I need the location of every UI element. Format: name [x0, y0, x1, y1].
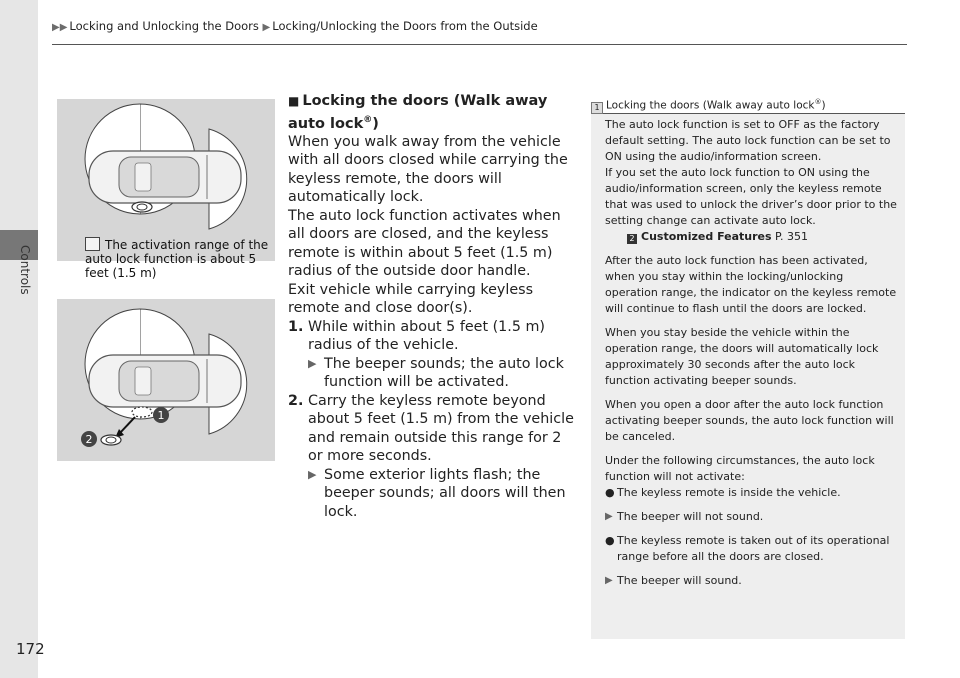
- breadcrumb-level1[interactable]: Locking and Unlocking the Doors: [69, 19, 259, 33]
- note-sub-bullet: ▶ The beeper will not sound.: [605, 510, 764, 523]
- note-paragraph: When you stay beside the vehicle within the operation range, the doors will automatically lock approximately 30 seconds after the auto lock function activating beeper sounds.: [605, 326, 879, 387]
- intro-paragraph: When you walk away from the vehicle with all doors closed while carrying the keyless remote, the doors will automatically lock.: [288, 133, 568, 206]
- walk-away-arrow: [119, 417, 135, 434]
- side-note-header: 1 Locking the doors (Walk away auto lock®): [591, 93, 905, 114]
- note-paragraph: When you open a door after the auto lock function activating beeper sounds, the auto lock function will be canceled.: [605, 398, 894, 443]
- note-paragraph: The auto lock function is set to OFF as the factory default setting. The auto lock function can be set to ON using the audio/information screen.: [605, 118, 891, 163]
- bullet-dot-icon: ●: [605, 534, 615, 547]
- main-content: [288, 92, 578, 521]
- bullet-dot-icon: ●: [605, 486, 615, 499]
- breadcrumb-arrow-icon: ▶: [262, 22, 271, 33]
- note-paragraph: Under the following circumstances, the auto lock function will not activate:: [605, 454, 875, 483]
- result-triangle-icon: ▶: [308, 467, 317, 481]
- breadcrumb-level2[interactable]: Locking/Unlocking the Doors from the Outside: [272, 19, 538, 33]
- cross-reference-icon: 2: [627, 234, 637, 244]
- activation-paragraph: The auto lock function activates when all doors are closed, and the keyless remote is within about 5 feet (1.5 m) radius of the outside door handle.: [288, 207, 561, 280]
- side-note-body: [605, 117, 897, 597]
- breadcrumb-arrow-icon: ▶▶: [52, 22, 68, 33]
- result-triangle-icon: ▶: [308, 356, 317, 370]
- result-triangle-icon: ▶: [605, 575, 613, 586]
- callout-2-label: 2: [85, 433, 93, 446]
- keyless-remote-flashing-icon: [132, 407, 152, 417]
- note-paragraph: After the auto lock function has been activated, when you stay within the locking/unlocking operation range, the indicator on the keyless remote will continue to flash until the doors are locked.: [605, 254, 897, 315]
- note-paragraph: If you set the auto lock function to ON using the audio/information screen, only the keyless remote that was used to unlock the driver’s door prior to the setting change can activate auto lock.: [605, 166, 897, 227]
- car-top-view-icon: [89, 355, 241, 407]
- cross-reference-link[interactable]: 2 Customized Features P. 351: [605, 229, 897, 245]
- side-note-panel: [591, 93, 905, 639]
- section-title: ■ Locking the doors (Walk away auto lock®): [288, 93, 548, 132]
- step-1-result: ▶ The beeper sounds; the auto lock function will be activated.: [308, 355, 564, 391]
- callout-1-label: 1: [157, 409, 165, 422]
- note-marker-icon: 1: [591, 102, 603, 114]
- note-bullet: ● The keyless remote is taken out of its operational range before all the doors are closed.: [605, 534, 890, 563]
- sidebar-section-label: Controls: [18, 245, 32, 295]
- page-number: 172: [16, 640, 45, 658]
- note-sub-bullet: ▶ The beeper will sound.: [605, 574, 742, 587]
- breadcrumb: [52, 19, 538, 33]
- activation-range-caption: The activation range of the auto lock function is about 5 feet (1.5 m): [85, 238, 269, 280]
- keyless-remote-icon: [132, 202, 152, 212]
- step-1: 1. While within about 5 feet (1.5 m) radius of the vehicle. ▶ The beeper sounds; the auto lock function will be activated.: [288, 318, 578, 392]
- section-square-icon: ■: [288, 94, 300, 108]
- result-triangle-icon: ▶: [605, 511, 613, 522]
- step-2: 2. Carry the keyless remote beyond about 5 feet (1.5 m) from the vehicle and remain outside this range for 2 or more seconds. ▶ Some exterior lights flash; the beeper sounds; all doors will then lock.: [288, 392, 578, 522]
- step-2-result: ▶ Some exterior lights flash; the beeper sounds; all doors will then lock.: [308, 466, 566, 520]
- instruction-paragraph: Exit vehicle while carrying keyless remote and close door(s).: [288, 281, 534, 317]
- note-bullet: ● The keyless remote is inside the vehicle.: [605, 486, 841, 499]
- procedure-steps: [288, 318, 578, 522]
- range-legend-swatch: [85, 237, 100, 251]
- car-top-view-icon: [89, 151, 241, 203]
- walk-away-illustration: [57, 299, 275, 461]
- activation-range-figure: [57, 99, 275, 280]
- header-divider: [52, 44, 907, 45]
- walk-away-figure: [57, 299, 275, 461]
- keyless-remote-icon: [101, 435, 121, 445]
- sidebar: [0, 0, 38, 678]
